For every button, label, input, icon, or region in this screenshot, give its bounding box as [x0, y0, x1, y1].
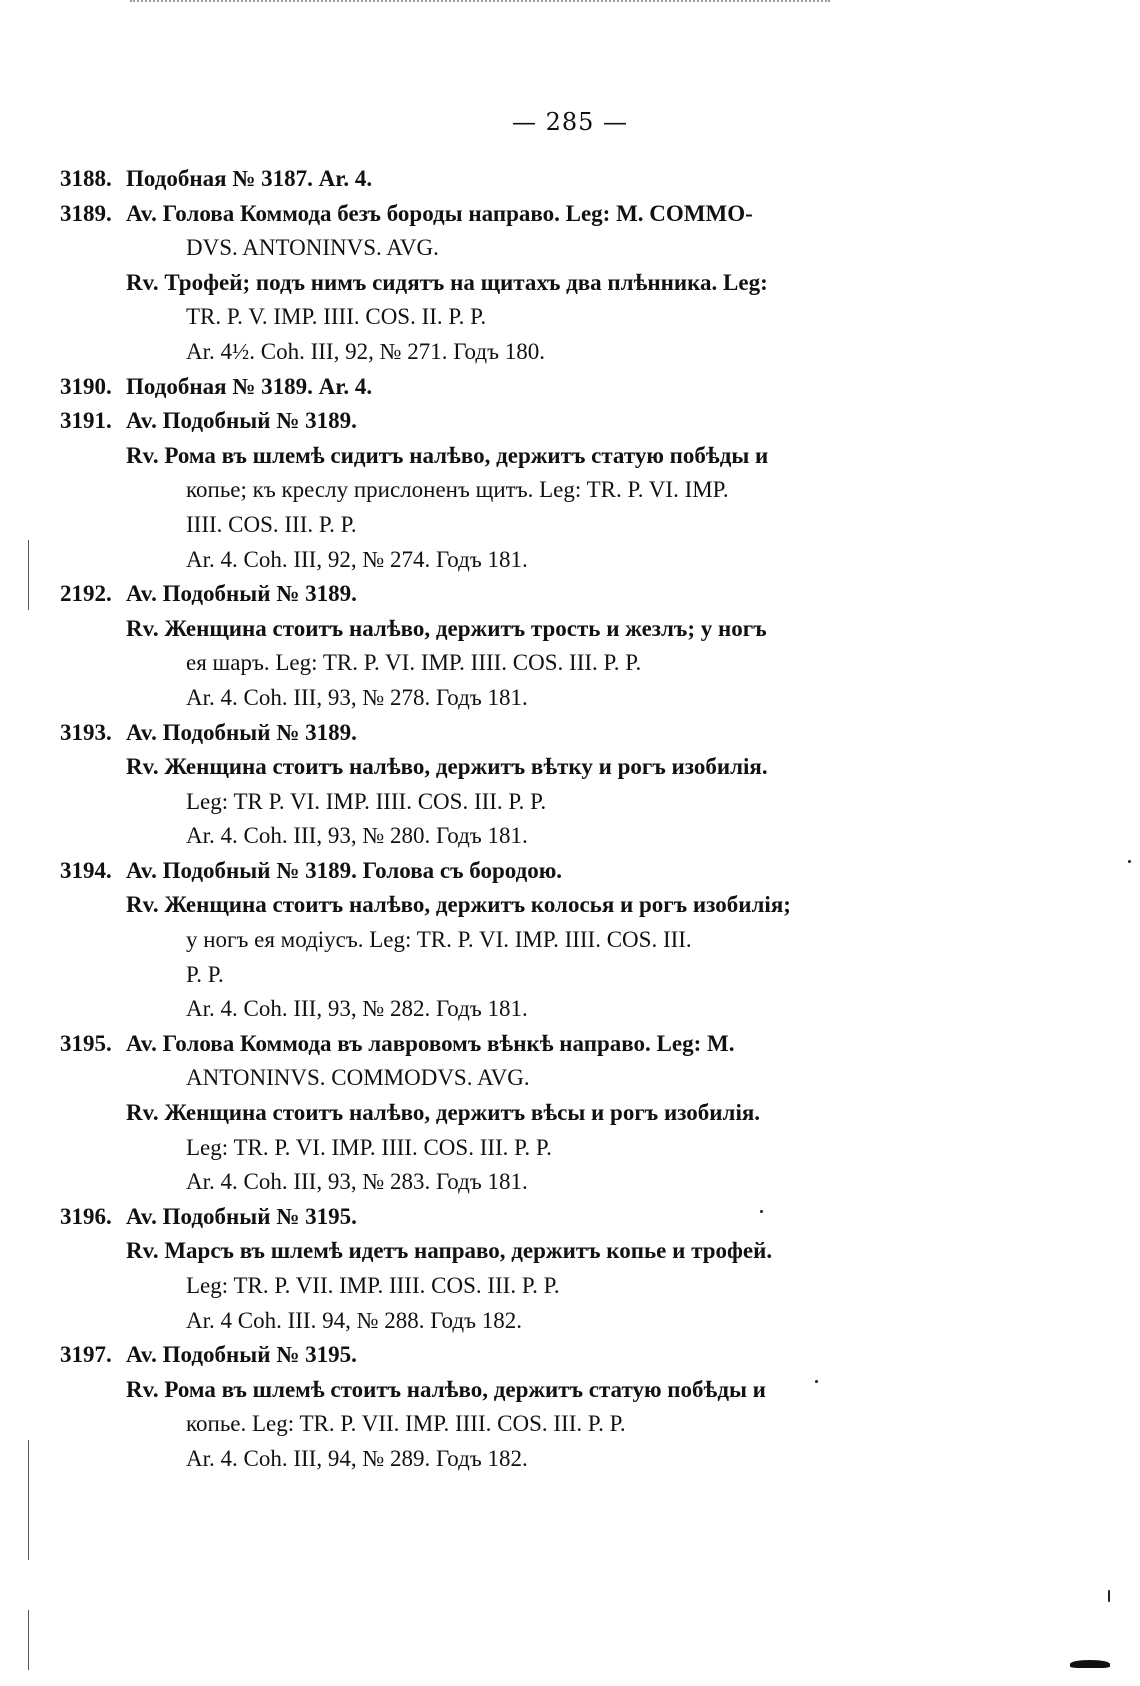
entry-line: Av. Подобный № 3195. [126, 1203, 357, 1229]
entry-number: 3194. [60, 857, 112, 883]
scan-ink-blot [1070, 1660, 1110, 1668]
entry-line: Rv. Женщина стоитъ налѣво, держитъ вѣсы и рогъ изобилія. [126, 1100, 761, 1126]
entry-line: Ar. 4. Coh. III, 92, № 274. Годъ 181. [186, 546, 528, 572]
catalog-entry [60, 716, 940, 854]
entry-line: Rv. Женщина стоитъ налѣво, держитъ трость и жезлъ; у ногъ [126, 615, 767, 641]
entry-line: Leg: TR. P. VII. IMP. IIII. COS. III. P. P. [186, 1273, 560, 1298]
entry-number: 3191. [60, 408, 112, 434]
entry-number: 3193. [60, 719, 112, 745]
entry-line: Ar. 4½. Coh. III, 92, № 271. Годъ 180. [186, 338, 545, 364]
entry-line: копье; къ креслу прислоненъ щитъ. Leg: TR. P. VI. IMP. [186, 477, 729, 503]
entry-line: Ar. 4. Coh. III, 93, № 282. Годъ 181. [186, 996, 528, 1022]
scan-margin-mark [28, 540, 29, 610]
entry-number: 3197. [60, 1342, 112, 1368]
entry-line: Leg: TR P. VI. IMP. IIII. COS. III. P. P. [186, 788, 547, 814]
entry-line: копье. Leg: TR. P. VII. IMP. IIII. COS. III. P. P. [186, 1411, 626, 1437]
catalog-entry [60, 162, 940, 197]
entry-line: Av. Подобный № 3189. Голова съ бородою. [126, 857, 563, 883]
scan-speck [815, 1380, 818, 1383]
entry-line: ANTONINVS. COMMODVS. AVG. [186, 1065, 530, 1091]
catalog-entry [60, 370, 940, 405]
entry-line: Подобная № 3187. Ar. 4. [126, 166, 373, 191]
entry-line: Подобная № 3189. Ar. 4. [126, 373, 373, 399]
catalog-entry [60, 1338, 940, 1476]
entry-line: Av. Голова Коммода безъ бороды направо. Leg: M. COMMO- [126, 200, 753, 226]
entry-line: Rv. Женщина стоитъ налѣво, держитъ колосья и рогъ изобилія; [126, 892, 791, 918]
entry-line: Av. Голова Коммода въ лавровомъ вѣнкѣ направо. Leg: M. [126, 1030, 735, 1056]
scan-margin-mark [28, 1440, 29, 1560]
catalog-entries [60, 162, 940, 1477]
entry-line: Ar. 4 Coh. III. 94, № 288. Годъ 182. [186, 1307, 522, 1333]
entry-line: Av. Подобный № 3189. [126, 719, 357, 745]
entry-line: Rv. Марсъ въ шлемѣ идетъ направо, держитъ копье и трофей. [126, 1238, 773, 1264]
entry-line: Ar. 4. Coh. III, 93, № 283. Годъ 181. [186, 1169, 528, 1195]
entry-line: Av. Подобный № 3189. [126, 581, 357, 607]
catalog-entry [60, 1200, 940, 1338]
catalog-entry [60, 1027, 940, 1200]
entry-number: 3188. [60, 166, 112, 191]
entry-line: Rv. Трофей; подъ нимъ сидятъ на щитахъ два плѣнника. Leg: [126, 269, 768, 295]
entry-line: ея шаръ. Leg: TR. P. VI. IMP. IIII. COS. III. P. P. [186, 650, 642, 676]
entry-number: 3189. [60, 200, 112, 226]
entry-number: 2192. [60, 581, 112, 607]
entry-line: TR. P. V. IMP. IIII. COS. II. P. P. [186, 304, 487, 330]
entry-line: Ar. 4. Coh. III, 94, № 289. Годъ 182. [186, 1445, 528, 1471]
scan-speck [1128, 860, 1131, 863]
entry-line: Rv. Рома въ шлемѣ стоитъ налѣво, держитъ статую побѣды и [126, 1376, 766, 1402]
scan-margin-mark [28, 1610, 29, 1670]
catalog-entry [60, 577, 940, 715]
catalog-entry [60, 854, 940, 1027]
entry-number: 3190. [60, 373, 112, 399]
entry-line: Rv. Рома въ шлемѣ сидитъ налѣво, держитъ статую побѣды и [126, 442, 769, 468]
entry-number: 3195. [60, 1030, 112, 1056]
scan-top-trace [130, 0, 830, 5]
entry-line: P. P. [186, 961, 224, 987]
entry-line: IIII. COS. III. P. P. [186, 511, 357, 537]
entry-line: Av. Подобный № 3195. [126, 1342, 357, 1368]
entry-number: 3196. [60, 1203, 112, 1229]
scan-speck [1108, 1590, 1110, 1602]
catalog-entry [60, 197, 940, 370]
entry-line: у ногъ ея модіусъ. Leg: TR. P. VI. IMP. IIII. COS. III. [186, 927, 692, 953]
catalog-entry [60, 404, 940, 577]
entry-line: DVS. ANTONINVS. AVG. [186, 235, 439, 261]
entry-line: Ar. 4. Coh. III, 93, № 280. Годъ 181. [186, 823, 528, 849]
entry-line: Ar. 4. Coh. III, 93, № 278. Годъ 181. [186, 684, 528, 710]
scan-speck [760, 1210, 763, 1213]
page-number: — 285 — [511, 108, 629, 136]
entry-line: Leg: TR. P. VI. IMP. IIII. COS. III. P. P. [186, 1134, 552, 1160]
entry-line: Rv. Женщина стоитъ налѣво, держитъ вѣтку и рогъ изобилія. [126, 754, 768, 780]
entry-line: Av. Подобный № 3189. [126, 408, 357, 434]
